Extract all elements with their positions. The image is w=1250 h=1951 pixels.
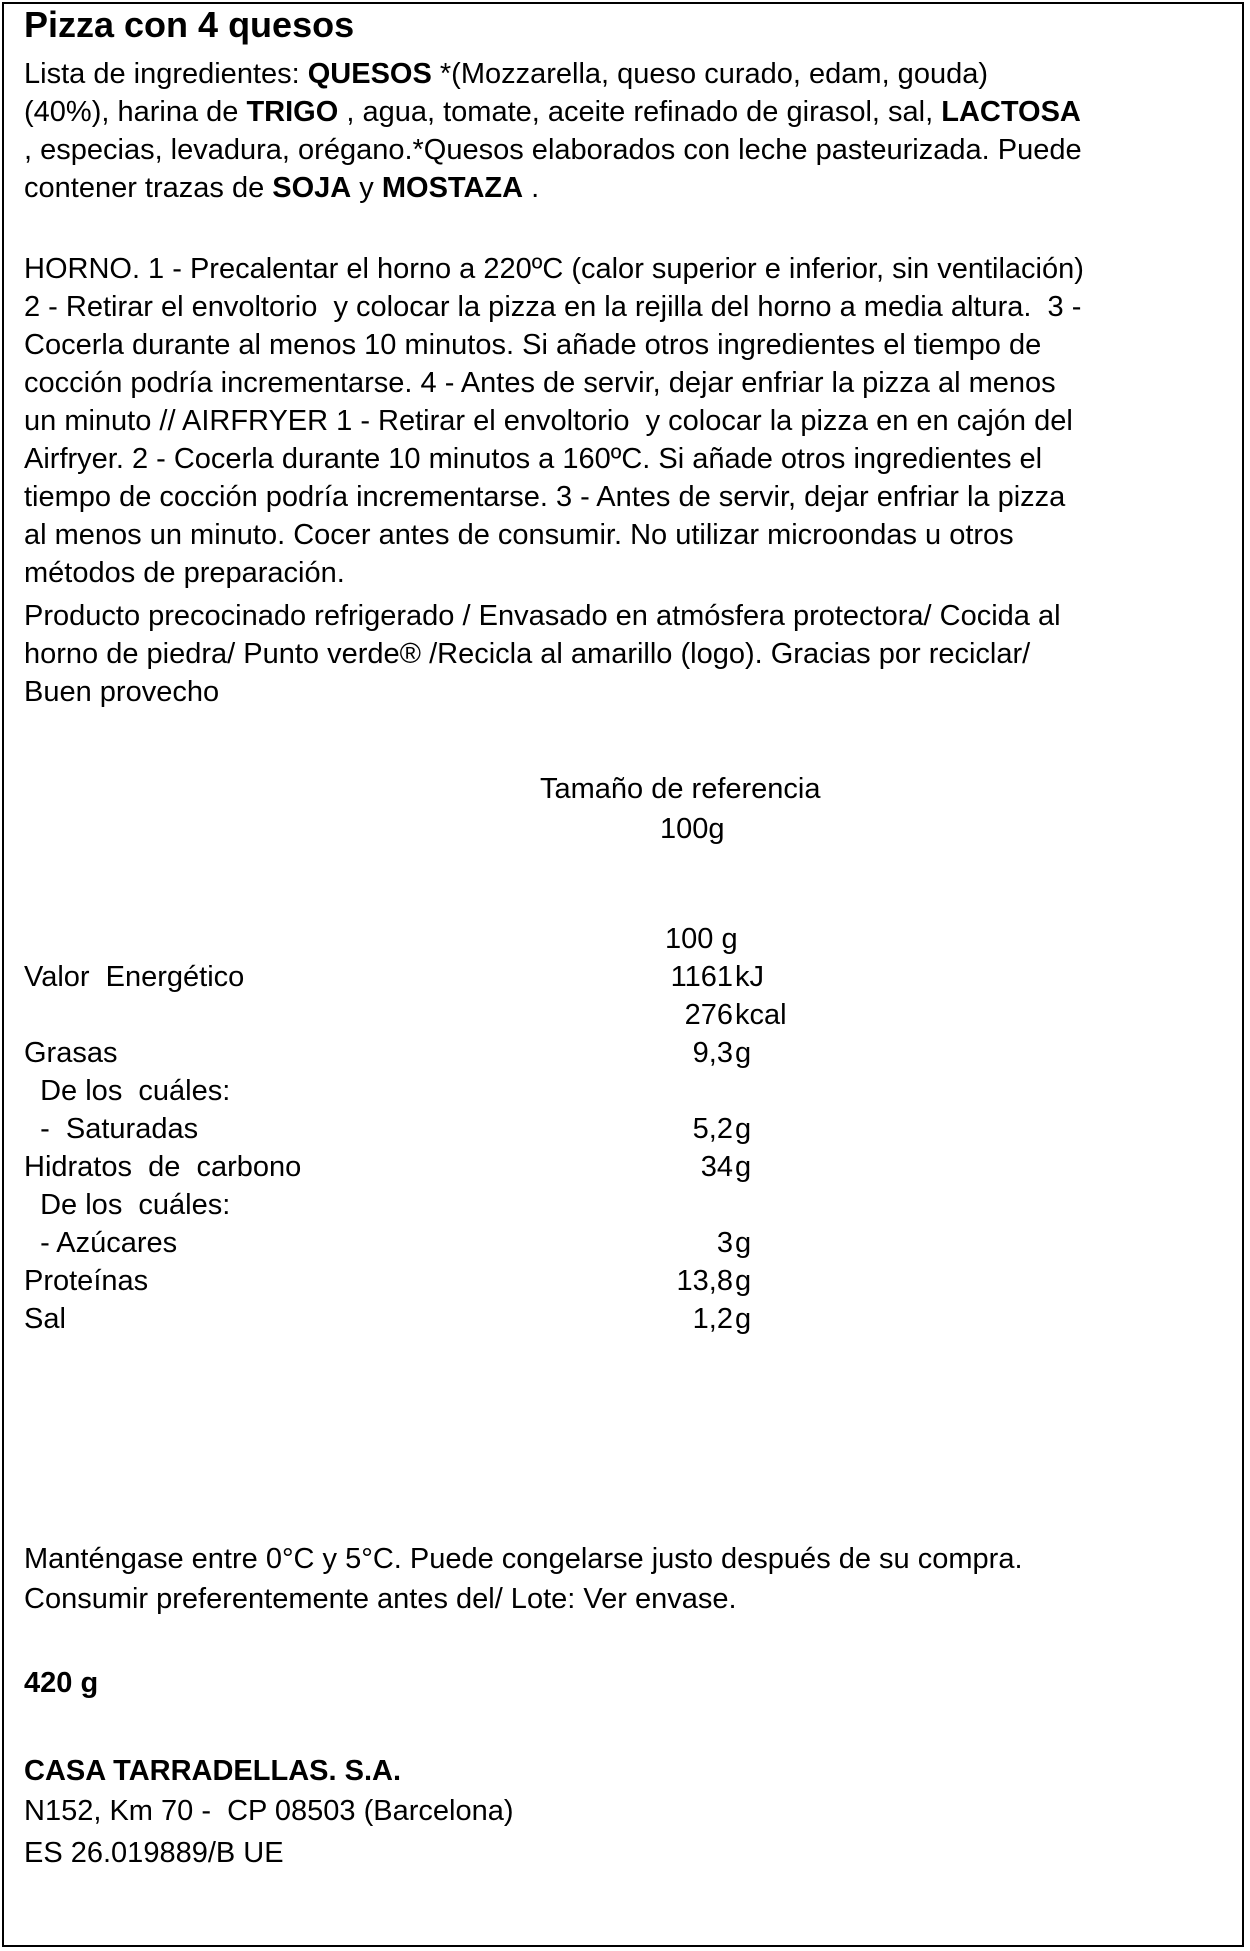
product-info-line: Producto precocinado refrigerado / Envasado en atmósfera protectora/ Cocida al: [24, 600, 1061, 632]
nutrient-value: 34: [700, 1151, 733, 1183]
storage-line: Consumir preferentemente antes del/ Lote: Ver envase.: [24, 1583, 737, 1615]
ingredients-line-2: (40%), harina de TRIGO , agua, tomate, aceite refinado de girasol, sal, LACTOSA: [24, 96, 1081, 128]
nutrient-name: Grasas: [24, 1037, 118, 1069]
instructions-line: métodos de preparación.: [24, 557, 345, 589]
nutrient-subheading: De los cuáles:: [24, 1189, 231, 1221]
storage-line: Manténgase entre 0°C y 5°C. Puede congelarse justo después de su compra.: [24, 1543, 1023, 1575]
nutrient-name: - Saturadas: [24, 1113, 199, 1145]
instructions-line: tiempo de cocción podría incrementarse. 3 - Antes de servir, dejar enfriar la pizza: [24, 481, 1066, 513]
company-address: N152, Km 70 - CP 08503 (Barcelona): [24, 1795, 514, 1827]
nutrient-unit: kcal: [735, 999, 787, 1031]
nutrient-name: Hidratos de carbono: [24, 1151, 302, 1183]
instructions-line: cocción podría incrementarse. 4 - Antes de servir, dejar enfriar la pizza al menos: [24, 367, 1056, 399]
nutrient-unit: kJ: [735, 961, 764, 993]
nutrient-unit: g: [735, 1265, 752, 1297]
nutrient-unit: g: [735, 1113, 752, 1145]
product-info-line: Buen provecho: [24, 676, 220, 708]
nutrient-value: 276: [684, 999, 733, 1031]
nutrient-value: 5,2: [692, 1113, 733, 1145]
reference-size-value: 100g: [660, 813, 725, 845]
nutrient-name: Sal: [24, 1303, 66, 1335]
instructions-line: 2 - Retirar el envoltorio y colocar la pizza en la rejilla del horno a media altura. 3 -: [24, 291, 1082, 323]
allergen-soja: SOJA: [272, 172, 352, 204]
nutrient-name: - Azúcares: [24, 1227, 178, 1259]
allergen-mostaza: MOSTAZA: [381, 172, 524, 204]
nutrition-column-header: 100 g: [665, 923, 738, 955]
instructions-line: HORNO. 1 - Precalentar el horno a 220ºC (calor superior e inferior, sin ventilación): [24, 253, 1084, 285]
instructions-line: Airfryer. 2 - Cocerla durante 10 minutos a 160ºC. Si añade otros ingredientes el: [24, 443, 1043, 475]
instructions-line: al menos un minuto. Cocer antes de consumir. No utilizar microondas u otros: [24, 519, 1014, 551]
nutrient-value: 3: [716, 1227, 733, 1259]
instructions-line: Cocerla durante al menos 10 minutos. Si añade otros ingredientes el tiempo de: [24, 329, 1042, 361]
nutrient-name: Valor Energético: [24, 961, 245, 993]
registry-number: ES 26.019889/B UE: [24, 1837, 284, 1869]
nutrient-value: 1,2: [692, 1303, 733, 1335]
product-info-line: horno de piedra/ Punto verde® /Recicla al amarillo (logo). Gracias por reciclar/: [24, 638, 1031, 670]
nutrient-value: 1161: [670, 961, 733, 993]
reference-size-label: Tamaño de referencia: [540, 773, 821, 805]
nutrient-unit: g: [735, 1303, 752, 1335]
allergen-lactosa: LACTOSA: [941, 96, 1081, 128]
nutrient-unit: g: [735, 1227, 752, 1259]
allergen-trigo: TRIGO: [246, 96, 339, 128]
ingredients-line-3: , especias, levadura, orégano.*Quesos elaborados con leche pasteurizada. Puede: [24, 134, 1082, 166]
nutrient-unit: g: [735, 1037, 752, 1069]
company-name: CASA TARRADELLAS. S.A.: [24, 1755, 401, 1787]
product-title: Pizza con 4 quesos: [24, 4, 355, 45]
ingredients-line-4: contener trazas de SOJA y MOSTAZA .: [24, 172, 540, 204]
nutrient-name: Proteínas: [24, 1265, 149, 1297]
instructions-line: un minuto // AIRFRYER 1 - Retirar el envoltorio y colocar la pizza en en cajón del: [24, 405, 1073, 437]
nutrient-value: 13,8: [676, 1265, 733, 1297]
nutrient-subheading: De los cuáles:: [24, 1075, 231, 1107]
net-weight: 420 g: [24, 1667, 99, 1699]
nutrient-unit: g: [735, 1151, 752, 1183]
ingredients-line-1: Lista de ingredientes: QUESOS *(Mozzarella, queso curado, edam, gouda): [24, 58, 988, 90]
nutrient-value: 9,3: [692, 1037, 733, 1069]
allergen-quesos: QUESOS: [307, 58, 432, 90]
